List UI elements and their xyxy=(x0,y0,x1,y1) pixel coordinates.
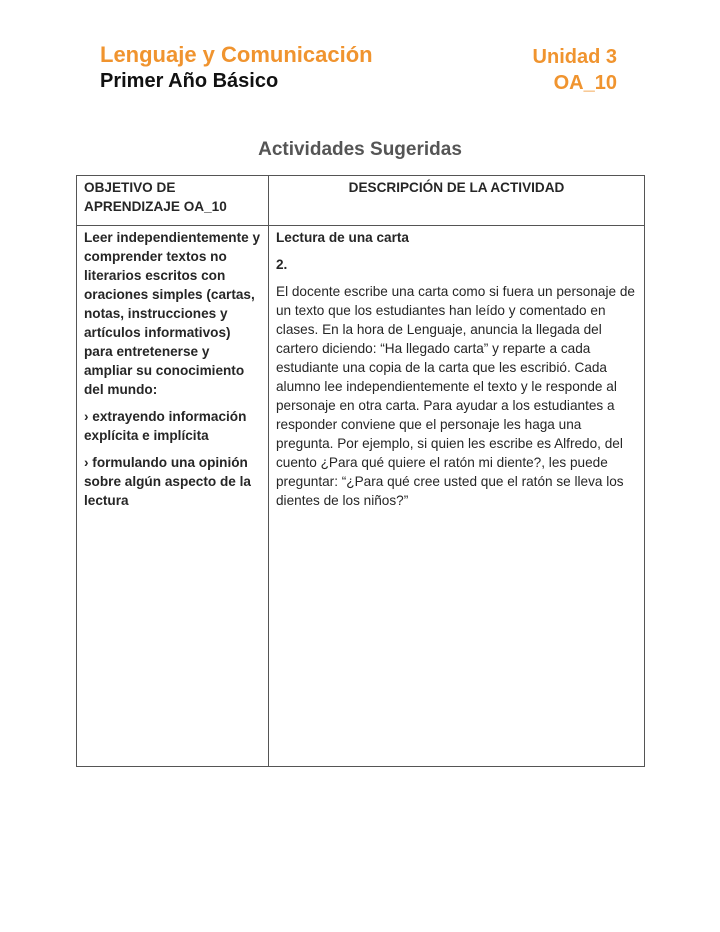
objective-cell xyxy=(77,226,269,767)
description-column-header: DESCRIPCIÓN DE LA ACTIVIDAD xyxy=(269,176,645,226)
objective-bullet: › formulando una opinión sobre algún aspecto de la lectura xyxy=(84,455,251,508)
section-title: Actividades Sugeridas xyxy=(258,139,462,160)
table-header-row xyxy=(77,176,645,226)
grade-title: Primer Año Básico xyxy=(100,70,279,92)
activity-number: 2. xyxy=(276,257,288,272)
subject-title: Lenguaje y Comunicación xyxy=(100,42,373,67)
activity-table xyxy=(76,175,645,767)
unit-label: Unidad 3 xyxy=(532,46,617,68)
objective-column-header: OBJETIVO DE APRENDIZAJE OA_10 xyxy=(77,176,269,226)
description-cell xyxy=(269,226,645,767)
objective-code: OA_10 xyxy=(553,72,617,94)
objective-bullet: › extrayendo información explícita e implícita xyxy=(84,409,247,443)
objective-intro: Leer independientemente y comprender textos no literarios escritos con oraciones simples (cartas, notas, instrucciones y artículos informativos) para entretenerse y ampliar su conocimiento del mundo: xyxy=(84,230,261,397)
table-row xyxy=(77,226,645,767)
header-right xyxy=(533,44,617,96)
activity-title: Lectura de una carta xyxy=(276,230,409,245)
activity-body: El docente escribe una carta como si fuera un personaje de un texto que los estudiantes han leído y comentado en clases. En la hora de Lenguaje, anuncia la llegada del cartero diciendo: “Ha llegado carta” y reparte a cada estudiante una copia de la carta que les escribió. Cada alumno lee independientemente el texto y le responde al personaje en otra carta. Para ayudar a los estudiantes a responder conviene que el personaje les haga una pregunta. Por ejemplo, si quien les escribe es Alfredo, del cuento ¿Para qué quiere el ratón mi diente?, les puede preguntar: “¿Para qué cree usted que el ratón se lleva los dientes de los niños?” xyxy=(276,284,635,508)
header-left xyxy=(100,42,373,94)
